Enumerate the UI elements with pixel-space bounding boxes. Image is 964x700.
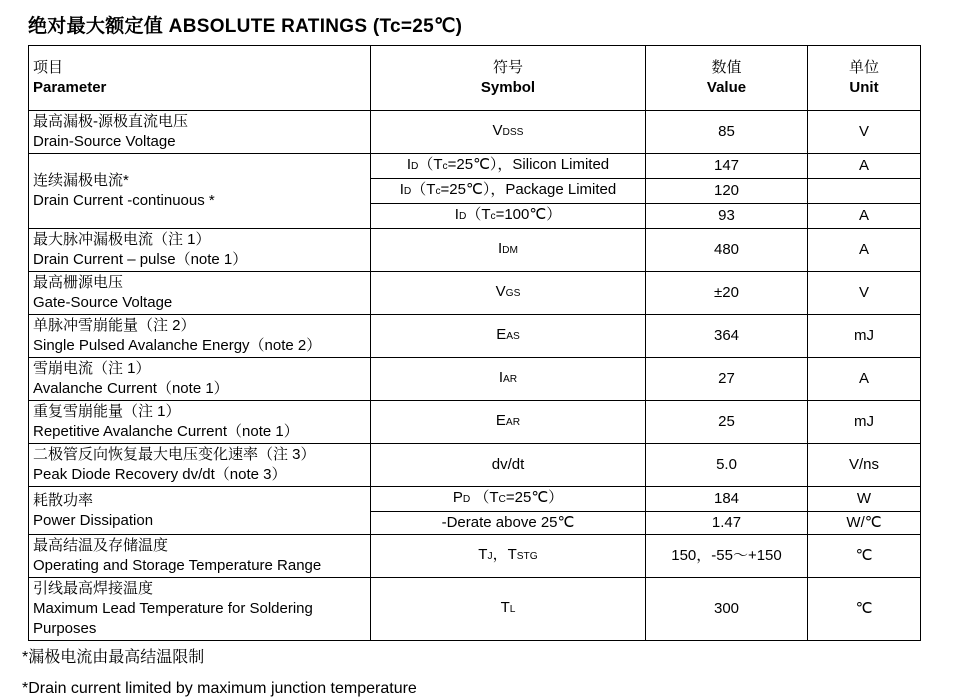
value-cell: 27 <box>646 358 808 401</box>
symbol-cell: IAR <box>371 358 646 401</box>
symbol-cell: dv/dt <box>371 444 646 487</box>
table-row <box>29 535 921 578</box>
parameter-cell <box>29 487 371 535</box>
symbol-cell: EAR <box>371 401 646 444</box>
parameter-en: Maximum Lead Temperature for Soldering Purposes <box>33 600 313 637</box>
page-title: 绝对最大额定值 ABSOLUTE RATINGS (Tc=25℃) <box>28 16 463 37</box>
value-cell: 184 <box>646 487 808 512</box>
table-row <box>29 578 921 641</box>
value-cell: 120 <box>646 179 808 204</box>
parameter-cell <box>29 229 371 272</box>
datasheet-page <box>0 11 964 697</box>
parameter-en: Single Pulsed Avalanche Energy（note 2） <box>33 337 322 354</box>
parameter-cell <box>29 111 371 154</box>
symbol-cell: ID（Tc=100℃） <box>371 204 646 229</box>
table-row <box>29 229 921 272</box>
parameter-cn: 最高结温及存储温度 <box>33 537 169 554</box>
parameter-cn: 连续漏极电流* <box>33 172 129 189</box>
unit-cell: W/℃ <box>808 512 921 535</box>
header-value <box>646 46 808 111</box>
symbol-cell: VGS <box>371 272 646 315</box>
table-header-row <box>29 46 921 111</box>
parameter-cn: 重复雪崩能量（注 1） <box>33 403 181 420</box>
parameter-cn: 引线最高焊接温度 <box>33 580 154 597</box>
unit-cell: mJ <box>808 401 921 444</box>
footnote-en: *Drain current limited by maximum junction temperature <box>22 680 417 697</box>
parameter-cell <box>29 535 371 578</box>
table-row <box>29 444 921 487</box>
header-value-en: Value <box>706 79 747 96</box>
unit-cell: mJ <box>808 315 921 358</box>
symbol-cell: PD （TC=25℃） <box>371 487 646 512</box>
header-unit <box>808 46 921 111</box>
header-symbol-en: Symbol <box>480 79 536 96</box>
value-cell: 85 <box>646 111 808 154</box>
header-value-cn: 数值 <box>711 59 742 76</box>
parameter-cn: 最大脉冲漏极电流（注 1） <box>33 231 211 248</box>
parameter-cn: 耗散功率 <box>33 491 94 509</box>
table-row <box>29 154 921 179</box>
ratings-table-body <box>29 111 921 641</box>
value-cell: 93 <box>646 204 808 229</box>
symbol-cell: ID（Tc=25℃），Package Limited <box>371 179 646 204</box>
table-row <box>29 401 921 444</box>
table-row <box>29 487 921 512</box>
value-cell: 5.0 <box>646 444 808 487</box>
unit-cell: V <box>808 272 921 315</box>
header-symbol <box>371 46 646 111</box>
value-cell: 364 <box>646 315 808 358</box>
header-parameter <box>29 46 371 111</box>
unit-cell: V/ns <box>808 444 921 487</box>
header-unit-en: Unit <box>849 79 879 96</box>
table-row <box>29 358 921 401</box>
parameter-cn: 单脉冲雪崩能量（注 2） <box>33 317 196 334</box>
unit-cell: ℃ <box>808 578 921 641</box>
unit-cell: A <box>808 154 921 179</box>
parameter-en: Peak Diode Recovery dv/dt（note 3） <box>33 466 287 483</box>
parameter-cn: 最高栅源电压 <box>33 274 124 291</box>
parameter-cell <box>29 272 371 315</box>
parameter-cell <box>29 444 371 487</box>
parameter-cell <box>29 315 371 358</box>
value-cell: 300 <box>646 578 808 641</box>
symbol-cell: EAS <box>371 315 646 358</box>
value-cell: ±20 <box>646 272 808 315</box>
absolute-ratings-table <box>28 45 921 641</box>
parameter-en: Drain Current – pulse（note 1） <box>33 251 248 268</box>
symbol-cell: VDSS <box>371 111 646 154</box>
parameter-en: Repetitive Avalanche Current（note 1） <box>33 423 299 440</box>
value-cell: 150，-55～+150 <box>646 535 808 578</box>
parameter-en: Gate-Source Voltage <box>33 294 173 311</box>
parameter-en: Avalanche Current（note 1） <box>33 380 229 397</box>
header-parameter-cn: 项目 <box>33 59 64 76</box>
parameter-en: Operating and Storage Temperature Range <box>33 557 322 574</box>
table-row <box>29 272 921 315</box>
parameter-cn: 雪崩电流（注 1） <box>33 360 151 377</box>
symbol-cell: IDM <box>371 229 646 272</box>
unit-cell: A <box>808 229 921 272</box>
table-row <box>29 315 921 358</box>
unit-cell <box>808 179 921 204</box>
symbol-cell: -Derate above 25℃ <box>371 512 646 535</box>
table-row <box>29 111 921 154</box>
value-cell: 1.47 <box>646 512 808 535</box>
parameter-en: Power Dissipation <box>33 511 154 529</box>
header-unit-cn: 单位 <box>848 59 879 76</box>
parameter-cell <box>29 578 371 641</box>
parameter-cell <box>29 358 371 401</box>
unit-cell: A <box>808 204 921 229</box>
value-cell: 25 <box>646 401 808 444</box>
parameter-cn: 二极管反向恢复最大电压变化速率（注 3） <box>33 446 316 463</box>
footnote-cn: *漏极电流由最高结温限制 <box>22 649 205 666</box>
parameter-cell <box>29 401 371 444</box>
value-cell: 147 <box>646 154 808 179</box>
unit-cell: A <box>808 358 921 401</box>
value-cell: 480 <box>646 229 808 272</box>
header-parameter-en: Parameter <box>33 79 107 96</box>
parameter-cn: 最高漏极-源极直流电压 <box>33 113 188 130</box>
unit-cell: W <box>808 487 921 512</box>
parameter-en: Drain Current -continuous * <box>33 192 215 209</box>
parameter-cell <box>29 154 371 229</box>
unit-cell: ℃ <box>808 535 921 578</box>
symbol-cell: ID（Tc=25℃），Silicon Limited <box>371 154 646 179</box>
symbol-cell: TJ，TSTG <box>371 535 646 578</box>
symbol-cell: TL <box>371 578 646 641</box>
parameter-en: Drain-Source Voltage <box>33 133 176 150</box>
unit-cell: V <box>808 111 921 154</box>
header-symbol-cn: 符号 <box>492 59 523 76</box>
